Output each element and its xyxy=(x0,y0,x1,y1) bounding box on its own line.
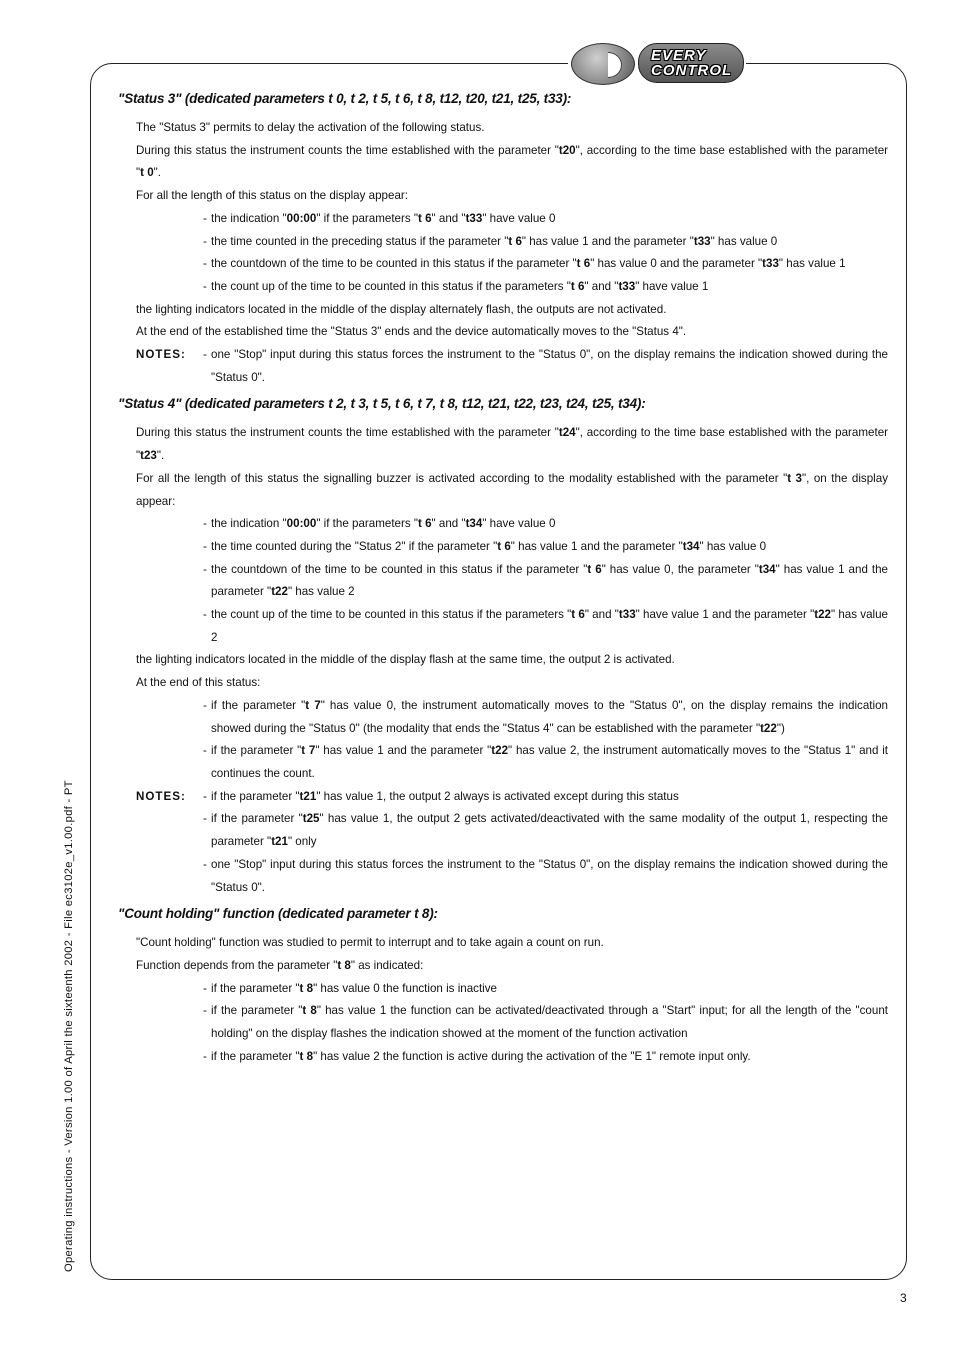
parameter-code: t 6 xyxy=(570,279,585,293)
parameter-code: t22 xyxy=(760,721,777,735)
parameter-code: t 7 xyxy=(301,744,316,758)
text-run: " has value 2 xyxy=(211,608,889,644)
parameter-code: t33 xyxy=(693,234,711,248)
text-run: For all the length of this status the signalling buzzer is activated according to the modality established with the parameter " xyxy=(136,471,788,485)
list-dash-icon: - xyxy=(203,517,207,531)
text-run: At the end of the established time the "Status 3" ends and the device automatically moves to the "Status 4". xyxy=(136,325,687,339)
text-run: if the parameter " xyxy=(211,981,300,995)
parameter-code: t 6 xyxy=(508,234,522,248)
list-item xyxy=(118,1046,888,1069)
footer-side-note: Operating instructions - Version 1.00 of April the sixteenth 2002 - File ec3102e_v1.00.pdf - PT xyxy=(63,780,75,1272)
list-item xyxy=(118,786,888,809)
list-dash-icon: - xyxy=(203,211,207,225)
list-dash-icon: - xyxy=(203,789,207,803)
paragraph xyxy=(118,955,888,978)
list-item xyxy=(118,513,888,536)
list-dash-icon: - xyxy=(203,257,207,271)
text-run: " has value 1 and the parameter " xyxy=(211,562,889,599)
text-run: " if the parameters " xyxy=(316,211,418,225)
parameter-code: t34 xyxy=(758,562,776,576)
paragraph xyxy=(118,185,888,208)
text-run: "Count holding" function was studied to permit to interrupt and to take again a count on run. xyxy=(136,936,604,950)
parameter-code: t33 xyxy=(618,608,636,622)
list-dash-icon: - xyxy=(203,539,207,553)
parameter-code: t34 xyxy=(682,539,700,553)
text-run: " has value 0 the function is inactive xyxy=(313,981,498,995)
text-run: ") xyxy=(776,721,785,735)
text-run: " has value 0, the instrument automatically moves to the "Status 0", on the display remains the indication showed during the "Status 0" (the modality that ends the "Status 4" can be established with the parameter " xyxy=(211,698,888,735)
parameter-code: t22 xyxy=(271,585,288,599)
section-heading: "Count holding" function (dedicated parameter t 8): xyxy=(118,906,438,923)
parameter-code: t 8 xyxy=(299,1049,314,1063)
text-run: the time counted during the "Status 2" if the parameter " xyxy=(211,539,498,553)
list-item xyxy=(118,978,888,1001)
list-item xyxy=(118,740,888,785)
text-run: if the parameter " xyxy=(211,1049,300,1063)
text-run: if the parameter " xyxy=(211,1004,303,1018)
paragraph xyxy=(118,117,888,140)
text-run: " has value 0 xyxy=(699,539,767,553)
parameter-code: t 6 xyxy=(576,257,591,271)
brand-line-2: CONTROL xyxy=(651,62,733,79)
text-run: ", according to the time base established with the parameter " xyxy=(136,426,889,463)
parameter-code: t 8 xyxy=(337,958,351,972)
text-run: At the end of this status: xyxy=(136,676,261,690)
list-dash-icon: - xyxy=(203,234,207,248)
text-run: ", on the display appear: xyxy=(136,471,888,508)
brand-line-1: EVERY xyxy=(651,47,707,64)
brand-wordmark xyxy=(638,43,744,83)
parameter-code: t22 xyxy=(491,744,509,758)
text-run: " as indicated: xyxy=(350,958,424,972)
parameter-code: t33 xyxy=(465,211,483,225)
paragraph xyxy=(118,321,888,344)
section xyxy=(118,91,888,389)
paragraph xyxy=(118,299,888,322)
parameter-code: t 8 xyxy=(299,981,314,995)
text-run: For all the length of this status on the display appear: xyxy=(136,189,408,203)
text-run: The "Status 3" permits to delay the activation of the following status. xyxy=(136,121,485,134)
text-run: ". xyxy=(156,449,165,463)
text-run: one "Stop" input during this status forces the instrument to the "Status 0", on the display remains the indication showed during the "Status 0". xyxy=(211,348,888,384)
text-run: During this status the instrument counts the time established with the parameter " xyxy=(136,143,559,157)
text-run: " and " xyxy=(584,279,619,293)
text-run: " has value 2 xyxy=(287,585,355,599)
parameter-code: 00:00 xyxy=(286,211,317,225)
text-run: the indication " xyxy=(211,211,287,225)
list-item xyxy=(118,276,888,299)
list-item xyxy=(118,344,888,389)
section-heading: "Status 4" (dedicated parameters t 2, t 3, t 5, t 6, t 7, t 8, t12, t21, t22, t23, t24, t25, t34): xyxy=(118,396,646,413)
text-run: " and " xyxy=(431,517,466,531)
text-run: " have value 1 xyxy=(635,279,709,293)
text-run: " has value 2, the instrument automatically moves to the "Status 1" and it continues the count. xyxy=(211,744,889,780)
brand-logo xyxy=(568,42,746,84)
list-item xyxy=(118,536,888,559)
list-item xyxy=(118,854,888,899)
paragraph xyxy=(118,649,888,672)
list-dash-icon: - xyxy=(203,608,207,622)
paragraph xyxy=(118,140,888,185)
text-run: " have value 1 and the parameter " xyxy=(635,608,815,622)
list-dash-icon: - xyxy=(203,744,207,758)
list-dash-icon: - xyxy=(203,1004,207,1018)
list-dash-icon: - xyxy=(203,698,207,712)
text-run: " has value 1 and the parameter " xyxy=(315,744,492,758)
text-run: ", according to the time base established with the parameter " xyxy=(136,143,889,180)
parameter-code: t 8 xyxy=(302,1004,317,1018)
text-run: if the parameter " xyxy=(211,789,300,803)
text-run: the time counted in the preceding status if the parameter " xyxy=(211,234,509,248)
text-run: " have value 0 xyxy=(482,211,556,225)
parameter-code: t33 xyxy=(618,279,636,293)
list-dash-icon: - xyxy=(203,812,207,826)
text-run: the lighting indicators located in the middle of the display flash at the same time, the output 2 is activated. xyxy=(136,653,675,667)
list-item xyxy=(118,231,888,254)
parameter-code: t 0 xyxy=(140,166,154,180)
text-run: if the parameter " xyxy=(211,812,303,826)
parameter-code: t24 xyxy=(558,426,576,440)
paragraph xyxy=(118,672,888,695)
text-run: During this status the instrument counts the time established with the parameter " xyxy=(136,426,559,440)
paragraph xyxy=(118,932,888,955)
text-run: one "Stop" input during this status forces the instrument to the "Status 0", on the display remains the indication showed during the "Status 0". xyxy=(211,857,888,894)
parameter-code: t23 xyxy=(140,449,157,463)
text-run: " has value 1, the output 2 gets activated/deactivated with the same modality of the output 1, respecting the parameter " xyxy=(211,812,888,849)
parameter-code: t 6 xyxy=(418,517,432,531)
list-dash-icon: - xyxy=(203,279,207,293)
text-run: the indication " xyxy=(211,517,287,531)
text-run: the count up of the time to be counted in this status if the parameters " xyxy=(211,279,571,293)
parameter-code: t 6 xyxy=(418,211,432,225)
list-item xyxy=(118,695,888,740)
section xyxy=(118,906,888,1068)
parameter-code: t25 xyxy=(302,812,320,826)
text-run: " if the parameters " xyxy=(316,517,418,531)
notes-label: NOTES: xyxy=(136,789,186,803)
brand-emblem-icon xyxy=(571,43,635,85)
text-run: " and " xyxy=(431,211,466,225)
parameter-code: t 6 xyxy=(587,562,602,576)
text-run: " has value 1 and the parameter " xyxy=(510,539,683,553)
parameter-code: t 6 xyxy=(497,539,511,553)
list-item xyxy=(118,808,888,853)
parameter-code: 00:00 xyxy=(286,517,317,531)
document-body xyxy=(118,91,888,1075)
parameter-code: t 3 xyxy=(787,471,803,485)
text-run: " have value 0 xyxy=(482,517,556,531)
text-run: the countdown of the time to be counted in this status if the parameter " xyxy=(211,562,588,576)
text-run: " and " xyxy=(584,608,619,622)
list-item xyxy=(118,604,888,649)
list-item xyxy=(118,208,888,231)
parameter-code: t 6 xyxy=(571,608,585,622)
text-run: the countdown of the time to be counted in this status if the parameter " xyxy=(211,257,577,271)
parameter-code: t20 xyxy=(558,143,576,157)
paragraph xyxy=(118,422,888,467)
paragraph xyxy=(118,468,888,513)
text-run: " has value 1 the function can be activated/deactivated through a "Start" input; for all the length of the "count holding" on the display flashes the indication showed at the moment of the function activation xyxy=(211,1004,888,1041)
text-run: " has value 0, the parameter " xyxy=(601,562,759,576)
text-run: " has value 1 and the parameter " xyxy=(521,234,694,248)
section-heading: "Status 3" (dedicated parameters t 0, t 2, t 5, t 6, t 8, t12, t20, t21, t25, t33): xyxy=(118,91,572,107)
text-run: " only xyxy=(287,835,317,849)
list-dash-icon: - xyxy=(203,981,207,995)
section xyxy=(118,396,888,899)
text-run: " has value 0 xyxy=(710,234,778,248)
text-run: if the parameter " xyxy=(211,744,302,758)
text-run: the count up of the time to be counted in this status if the parameters " xyxy=(211,608,572,622)
text-run: Function depends from the parameter " xyxy=(136,958,338,972)
list-dash-icon: - xyxy=(203,857,207,871)
text-run: " has value 1 xyxy=(778,257,846,271)
page-number: 3 xyxy=(900,1291,907,1305)
list-dash-icon: - xyxy=(203,562,207,576)
text-run: the lighting indicators located in the middle of the display alternately flash, the outputs are not activated. xyxy=(136,302,667,316)
parameter-code: t21 xyxy=(271,835,288,849)
text-run: " has value 1, the output 2 always is activated except during this status xyxy=(316,789,679,803)
list-dash-icon: - xyxy=(203,1049,207,1063)
parameter-code: t 7 xyxy=(305,698,321,712)
parameter-code: t22 xyxy=(814,608,831,622)
list-item xyxy=(118,559,888,604)
parameter-code: t34 xyxy=(465,517,483,531)
notes-label: NOTES: xyxy=(136,348,186,362)
text-run: if the parameter " xyxy=(211,698,306,712)
list-item xyxy=(118,253,888,276)
text-run: " has value 2 the function is active during the activation of the "E 1" remote input only. xyxy=(313,1049,751,1063)
list-dash-icon: - xyxy=(203,348,207,362)
text-run: " has value 0 and the parameter " xyxy=(590,257,763,271)
text-run: ". xyxy=(153,166,161,180)
list-item xyxy=(118,1000,888,1045)
parameter-code: t21 xyxy=(299,789,317,803)
parameter-code: t33 xyxy=(762,257,779,271)
